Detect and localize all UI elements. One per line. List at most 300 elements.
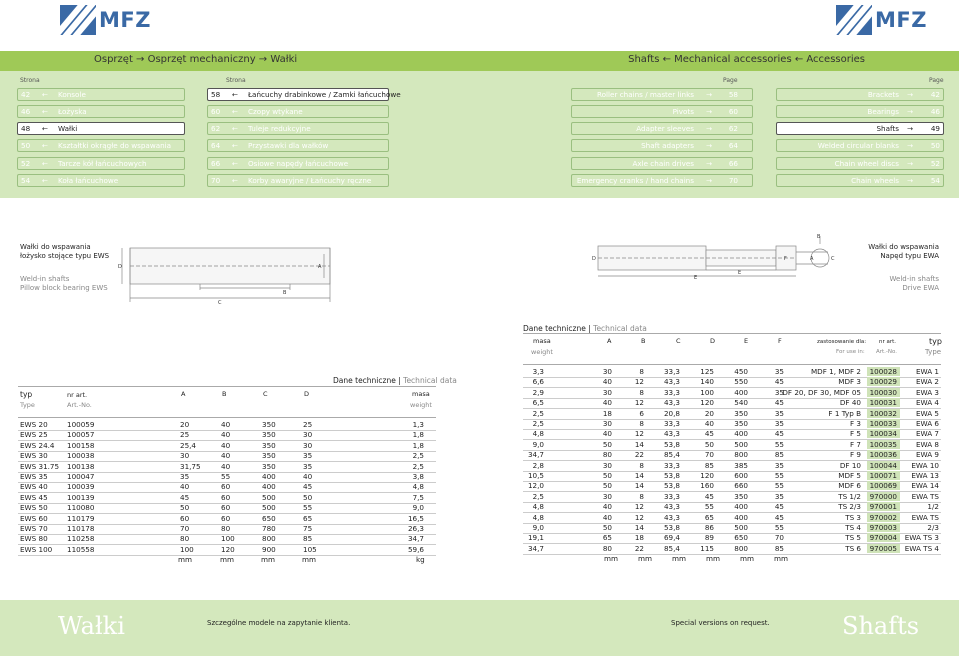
table-cell: 400: [734, 429, 748, 439]
nav-item-col3-66[interactable]: [571, 157, 753, 170]
table-cell: 43,3: [663, 502, 680, 512]
unit-label: mm: [638, 554, 653, 564]
unit-label: kg: [416, 555, 425, 565]
strona-label: Strona: [20, 77, 40, 84]
right-diagram-title-1: Wałki do wspawania: [868, 243, 939, 251]
table-cell: 14: [634, 471, 644, 480]
table-row: [523, 409, 941, 419]
table-cell: 14: [634, 523, 644, 532]
table-cell: EWA 2: [915, 377, 939, 387]
table-cell: 80: [180, 534, 190, 544]
col-weight: weight: [410, 401, 432, 409]
table-cell: 43,3: [663, 512, 680, 522]
table-cell: 350: [262, 420, 276, 429]
footer-title-pl: Wałki: [58, 612, 125, 640]
nav-item-col1-48[interactable]: [17, 122, 185, 135]
table-cell: EWS 70: [20, 524, 48, 533]
footer-title-en: Shafts: [842, 612, 920, 640]
nav-item-col1-46[interactable]: [17, 105, 185, 118]
col-weight: weight: [531, 348, 553, 356]
nav-item-label: Brackets: [867, 90, 899, 99]
article-number-cell: 100029: [867, 377, 900, 386]
footer-note-pl: Szczególne modele na zapytanie klienta.: [207, 619, 351, 627]
table-cell: 1,8: [412, 440, 424, 450]
right-diagram-subtitle-2: Drive EWA: [902, 284, 939, 292]
table-cell: 55: [303, 503, 313, 513]
col-typ-en: Type: [20, 401, 35, 409]
table-cell: 34,7: [407, 534, 424, 544]
nav-item-col2-70[interactable]: [207, 174, 389, 187]
table-cell: 14: [634, 481, 644, 491]
strona-label: Strona: [226, 77, 246, 84]
nav-item-label: Pivots: [672, 107, 694, 116]
nav-item-col3-62[interactable]: [571, 122, 753, 135]
table-cell: 16,5: [407, 513, 424, 523]
table-cell: 70: [180, 524, 190, 533]
article-number-cell: 100044: [867, 461, 900, 470]
nav-item-col1-52[interactable]: [17, 157, 185, 170]
table-cell: 2,9: [532, 387, 544, 397]
arrow-left-icon: ←: [232, 90, 239, 99]
table-cell: 50: [602, 439, 612, 449]
nav-item-col2-66[interactable]: [207, 157, 389, 170]
table-cell: 2/3: [927, 523, 939, 532]
dim-label-e: E: [694, 275, 698, 281]
col-d: D: [710, 337, 716, 345]
table-cell: EWA 14: [911, 481, 939, 491]
nav-item-label: Czopy wtykane: [248, 107, 303, 116]
nav-page-number: 62: [211, 124, 221, 133]
table-cell: F 9: [850, 450, 861, 460]
arrow-left-icon: ←: [42, 124, 49, 133]
table-row: [18, 514, 436, 524]
table-cell: 2,5: [532, 491, 544, 501]
table-cell: 8: [639, 460, 644, 470]
table-cell: 350: [262, 451, 276, 461]
table-cell: 9,0: [532, 523, 544, 532]
table-cell: 20,8: [663, 408, 680, 418]
arrow-right-icon: →: [906, 141, 913, 150]
right-table-section-title: Dane techniczne | Technical data: [523, 324, 647, 333]
table-cell: 33,3: [663, 460, 680, 470]
nav-page-number: 50: [930, 141, 940, 150]
arrow-right-icon: →: [906, 90, 913, 99]
nav-item-col2-58[interactable]: [207, 88, 401, 101]
table-cell: 160: [700, 481, 714, 491]
nav-page-number: 70: [728, 176, 738, 185]
col-a: A: [181, 390, 186, 398]
nav-item-col4-42[interactable]: [776, 88, 944, 101]
table-cell: 55: [774, 523, 784, 532]
table-row: [523, 461, 941, 471]
arrow-right-icon: →: [906, 107, 913, 116]
table-cell: 120: [700, 471, 714, 480]
col-use: zastosowanie dla:: [817, 339, 867, 345]
table-cell: 30: [180, 451, 190, 461]
tech-data-en: Technical data: [403, 376, 457, 385]
table-cell: DF 20, DF 30, MDF 05: [782, 387, 861, 397]
table-cell: EWS 80: [20, 534, 48, 544]
article-number-cell: 100033: [867, 419, 900, 428]
nav-item-label: Axle chain drives: [632, 159, 694, 168]
col-nr-en: Art.-No.: [67, 401, 92, 409]
table-cell: EWS 100: [20, 544, 53, 554]
arrow-left-icon: ←: [42, 141, 49, 150]
col-typ: typ: [929, 337, 942, 346]
table-cell: 110179: [67, 513, 95, 523]
table-cell: EWS 25: [20, 430, 48, 440]
arrow-right-icon: →: [906, 159, 913, 168]
nav-item-col4-50[interactable]: [776, 139, 944, 152]
table-cell: 22: [634, 543, 644, 553]
table-cell: 35: [303, 451, 313, 461]
table-cell: 80: [221, 524, 231, 533]
table-cell: 50: [704, 439, 714, 449]
shaft-ewa-drawing: [588, 232, 848, 284]
arrow-right-icon: →: [705, 176, 712, 185]
dim-label-b: B: [817, 234, 821, 240]
table-cell: EWA 13: [911, 471, 939, 480]
left-diagram-subtitle-1: Weld-in shafts: [20, 275, 70, 283]
nav-page-number: 60: [728, 107, 738, 116]
article-number-cell: 100071: [867, 471, 900, 480]
table-cell: 85: [303, 534, 313, 544]
nav-page-number: 58: [728, 90, 738, 99]
table-cell: 35: [303, 461, 313, 471]
nav-item-label: Korby awaryjne / Łańcuchy ręczne: [248, 176, 372, 185]
nav-page-number: 58: [211, 90, 221, 99]
table-cell: 6: [639, 408, 644, 418]
table-cell: F 7: [850, 439, 861, 449]
table-cell: 40: [180, 482, 190, 492]
nav-item-label: Kształtki okrągłe do wspawania: [58, 141, 172, 150]
table-cell: 350: [734, 491, 748, 501]
mfz-logo-right: [836, 4, 927, 36]
table-cell: 18: [634, 533, 644, 543]
table-cell: 350: [734, 408, 748, 418]
left-diagram-title-en: [20, 275, 108, 293]
table-cell: EWA 10: [911, 460, 939, 470]
nav-page-number: 60: [211, 107, 221, 116]
table-cell: 25: [303, 420, 313, 429]
table-cell: 80: [602, 543, 612, 553]
nav-item-col2-60[interactable]: [207, 105, 389, 118]
arrow-right-icon: →: [705, 124, 712, 133]
nav-item-col3-64[interactable]: [571, 139, 753, 152]
dim-label-c: C: [831, 256, 835, 262]
col-nr: nr art.: [879, 339, 897, 345]
unit-label: mm: [774, 554, 789, 564]
table-cell: 400: [734, 387, 748, 397]
table-cell: 35: [774, 408, 784, 418]
table-cell: 45: [774, 512, 784, 522]
nav-item-label: Łańcuchy drabinkowe / Zamki łańcuchowe: [248, 90, 401, 99]
table-cell: F 1 Typ B: [828, 408, 861, 418]
table-cell: 53,8: [663, 439, 680, 449]
table-cell: 450: [734, 367, 748, 376]
nav-item-label: Chain wheel discs: [834, 159, 899, 168]
table-cell: 40: [602, 512, 612, 522]
tech-data-pl: Dane techniczne: [523, 324, 586, 333]
nav-item-label: Roller chains / master links: [596, 90, 694, 99]
mfz-logo-mark-icon: [836, 5, 872, 35]
unit-label: mm: [740, 554, 755, 564]
nav-item-col1-50[interactable]: [17, 139, 185, 152]
table-cell: TS 4: [845, 523, 861, 532]
table-row: [18, 482, 436, 492]
table-cell: 53,8: [663, 471, 680, 480]
table-cell: 8: [639, 419, 644, 428]
table-cell: 400: [734, 502, 748, 512]
table-cell: 8: [639, 491, 644, 501]
table-cell: 800: [262, 534, 276, 544]
table-cell: 85: [774, 543, 784, 553]
table-row: [523, 492, 941, 502]
left-diagram-title-pl: [20, 243, 109, 261]
table-row: [523, 367, 941, 377]
table-cell: 900: [262, 544, 276, 554]
nav-item-col2-62[interactable]: [207, 122, 389, 135]
table-cell: 30: [602, 387, 612, 397]
table-cell: 65: [303, 513, 313, 523]
article-number-cell: 100030: [867, 388, 900, 397]
table-cell: EWA 8: [915, 439, 939, 449]
table-cell: 40: [221, 440, 231, 450]
nav-item-label: Wałki: [58, 124, 78, 133]
table-cell: EWA TS 3: [904, 533, 939, 543]
nav-item-col4-46[interactable]: [776, 105, 944, 118]
table-cell: 40: [602, 377, 612, 387]
nav-item-col3-60[interactable]: [571, 105, 753, 118]
table-cell: 40: [221, 451, 231, 461]
nav-item-col3-70[interactable]: [571, 174, 753, 187]
table-row: [523, 429, 941, 439]
footer-note-en: Special versions on request.: [671, 619, 770, 627]
table-cell: 53,8: [663, 523, 680, 532]
table-cell: 43,3: [663, 398, 680, 408]
nav-item-col4-49[interactable]: [776, 122, 944, 135]
arrow-left-icon: ←: [42, 159, 49, 168]
table-cell: 40: [303, 472, 313, 481]
page-label: Page: [929, 77, 944, 84]
table-cell: 100: [180, 544, 194, 554]
table-cell: EWA 9: [915, 450, 939, 460]
nav-page-number: 52: [930, 159, 940, 168]
table-row: [18, 503, 436, 513]
nav-item-label: Shafts: [876, 124, 899, 133]
table-cell: 12: [634, 512, 644, 522]
col-use-en: For use in:: [836, 349, 865, 355]
dim-label-a: A: [318, 264, 322, 270]
table-cell: 45: [704, 491, 714, 501]
table-cell: 19,1: [527, 533, 544, 543]
breadcrumb-bar: [0, 51, 959, 71]
article-number-cell: 100032: [867, 409, 900, 418]
table-cell: EWS 50: [20, 503, 48, 513]
table-cell: 30: [303, 430, 313, 440]
footer-band: [0, 600, 959, 656]
arrow-left-icon: ←: [232, 141, 239, 150]
navigation-panel: [0, 71, 959, 198]
table-cell: 45: [774, 398, 784, 408]
table-cell: EWS 60: [20, 513, 48, 523]
table-cell: 105: [303, 544, 317, 554]
breadcrumb-right[interactable]: Shafts ← Mechanical accessories ← Accessories: [628, 54, 865, 65]
table-row: [18, 462, 436, 472]
unit-label: mm: [302, 555, 317, 565]
table-cell: 80: [602, 450, 612, 460]
table-cell: 43,3: [663, 377, 680, 387]
table-cell: 45: [303, 482, 313, 492]
unit-label: mm: [604, 554, 619, 564]
arrow-right-icon: →: [906, 176, 913, 185]
table-cell: MDF 3: [838, 377, 861, 387]
table-cell: 20: [704, 408, 714, 418]
col-f: F: [778, 337, 782, 345]
arrow-left-icon: ←: [232, 124, 239, 133]
unit-label: mm: [178, 555, 193, 565]
table-cell: TS 2/3: [838, 502, 861, 512]
table-cell: 59,6: [407, 544, 424, 554]
table-cell: EWS 31.75: [20, 461, 60, 471]
nav-item-col3-58[interactable]: [571, 88, 753, 101]
table-cell: 12: [634, 502, 644, 512]
table-row: [18, 420, 436, 430]
arrow-right-icon: →: [705, 141, 712, 150]
table-cell: 60: [221, 503, 231, 513]
dim-label-b: B: [283, 290, 287, 296]
table-cell: 60: [180, 513, 190, 523]
table-cell: 3,8: [412, 472, 424, 481]
dim-label-a: A: [810, 256, 814, 262]
table-cell: EWA 1: [915, 367, 939, 376]
arrow-right-icon: →: [705, 90, 712, 99]
table-cell: MDF 5: [838, 471, 861, 480]
dim-label-e2: E: [738, 270, 742, 276]
table-cell: EWA TS 4: [904, 543, 939, 553]
table-cell: MDF 6: [838, 481, 861, 491]
table-cell: 35: [774, 419, 784, 428]
table-row: [18, 545, 436, 555]
unit-label: mm: [261, 555, 276, 565]
table-cell: 31,75: [180, 461, 201, 471]
nav-page-number: 52: [21, 159, 31, 168]
table-cell: 2,5: [412, 461, 424, 471]
nav-page-number: 66: [211, 159, 221, 168]
table-cell: 45: [774, 502, 784, 512]
table-cell: 34,7: [527, 543, 544, 553]
table-cell: 400: [734, 512, 748, 522]
table-row: [523, 419, 941, 429]
table-cell: 1,8: [412, 430, 424, 440]
arrow-left-icon: ←: [232, 159, 239, 168]
table-row: [18, 441, 436, 451]
table-cell: 45: [704, 429, 714, 439]
table-cell: 400: [262, 482, 276, 492]
table-cell: 55: [774, 471, 784, 480]
table-cell: EWA TS: [911, 512, 939, 522]
table-cell: 60: [221, 513, 231, 523]
table-cell: 69,4: [663, 533, 680, 543]
table-cell: 800: [734, 543, 748, 553]
left-table-section-title: Dane techniczne | Technical data: [333, 376, 457, 385]
arrow-left-icon: ←: [42, 176, 49, 185]
table-cell: TS 6: [845, 543, 861, 553]
table-cell: 110558: [67, 544, 95, 554]
nav-item-col1-42[interactable]: [17, 88, 185, 101]
table-cell: TS 1/2: [838, 491, 861, 501]
table-cell: 500: [734, 439, 748, 449]
right-diagram-title-pl: [868, 243, 939, 261]
nav-item-col4-54[interactable]: [776, 174, 944, 187]
table-cell: EWA 3: [915, 387, 939, 397]
table-row: [523, 502, 941, 512]
table-cell: DF 40: [839, 398, 861, 408]
brand-name: MFZ: [99, 8, 151, 32]
arrow-right-icon: →: [705, 107, 712, 116]
table-cell: 550: [734, 377, 748, 387]
table-cell: 14: [634, 439, 644, 449]
article-number-cell: 100036: [867, 450, 900, 459]
nav-item-label: Tarcze kół łańcuchowych: [58, 159, 147, 168]
table-cell: 65: [602, 533, 612, 543]
table-cell: 45: [774, 429, 784, 439]
table-cell: 85,4: [663, 450, 680, 460]
table-cell: 660: [734, 481, 748, 491]
nav-item-col1-54[interactable]: [17, 174, 185, 187]
table-cell: 86: [704, 523, 714, 532]
table-cell: 50: [602, 481, 612, 491]
nav-page-number: 54: [930, 176, 940, 185]
table-cell: 22: [634, 450, 644, 460]
mfz-logo-left: [60, 4, 151, 36]
unit-label: mm: [220, 555, 235, 565]
table-cell: 110258: [67, 534, 95, 544]
table-cell: 33,3: [663, 367, 680, 376]
dim-label-d: D: [592, 256, 596, 262]
table-row: [18, 534, 436, 544]
table-cell: 9,0: [412, 503, 424, 513]
col-e: E: [744, 337, 749, 345]
nav-item-label: Bearings: [867, 107, 899, 116]
right-diagram-subtitle-1: Weld-in shafts: [889, 275, 939, 283]
col-nr-en: Art.-No.: [876, 349, 898, 355]
table-cell: 100158: [67, 440, 95, 450]
table-cell: 75: [303, 524, 313, 533]
nav-item-label: Tuleje redukcyjne: [248, 124, 311, 133]
table-row: [523, 450, 941, 460]
brand-name: MFZ: [875, 8, 927, 32]
breadcrumb-left[interactable]: Osprzęt → Osprzęt mechaniczny → Wałki: [94, 54, 298, 65]
table-cell: 35: [774, 387, 784, 397]
col-c: C: [263, 390, 268, 398]
table-cell: 40: [602, 429, 612, 439]
nav-item-col4-52[interactable]: [776, 157, 944, 170]
table-cell: 89: [704, 533, 714, 543]
col-masa: masa: [412, 390, 430, 398]
table-cell: 40: [221, 430, 231, 440]
table-cell: 33,3: [663, 491, 680, 501]
nav-page-number: 46: [21, 107, 31, 116]
nav-item-label: Emergency cranks / hand chains: [576, 176, 694, 185]
col-b: B: [641, 337, 646, 345]
table-cell: 100039: [67, 482, 95, 492]
table-cell: 4,8: [532, 502, 544, 512]
nav-item-col2-64[interactable]: [207, 139, 389, 152]
table-cell: 350: [262, 461, 276, 471]
table-cell: 60: [221, 492, 231, 502]
article-number-cell: 970000: [867, 492, 900, 501]
